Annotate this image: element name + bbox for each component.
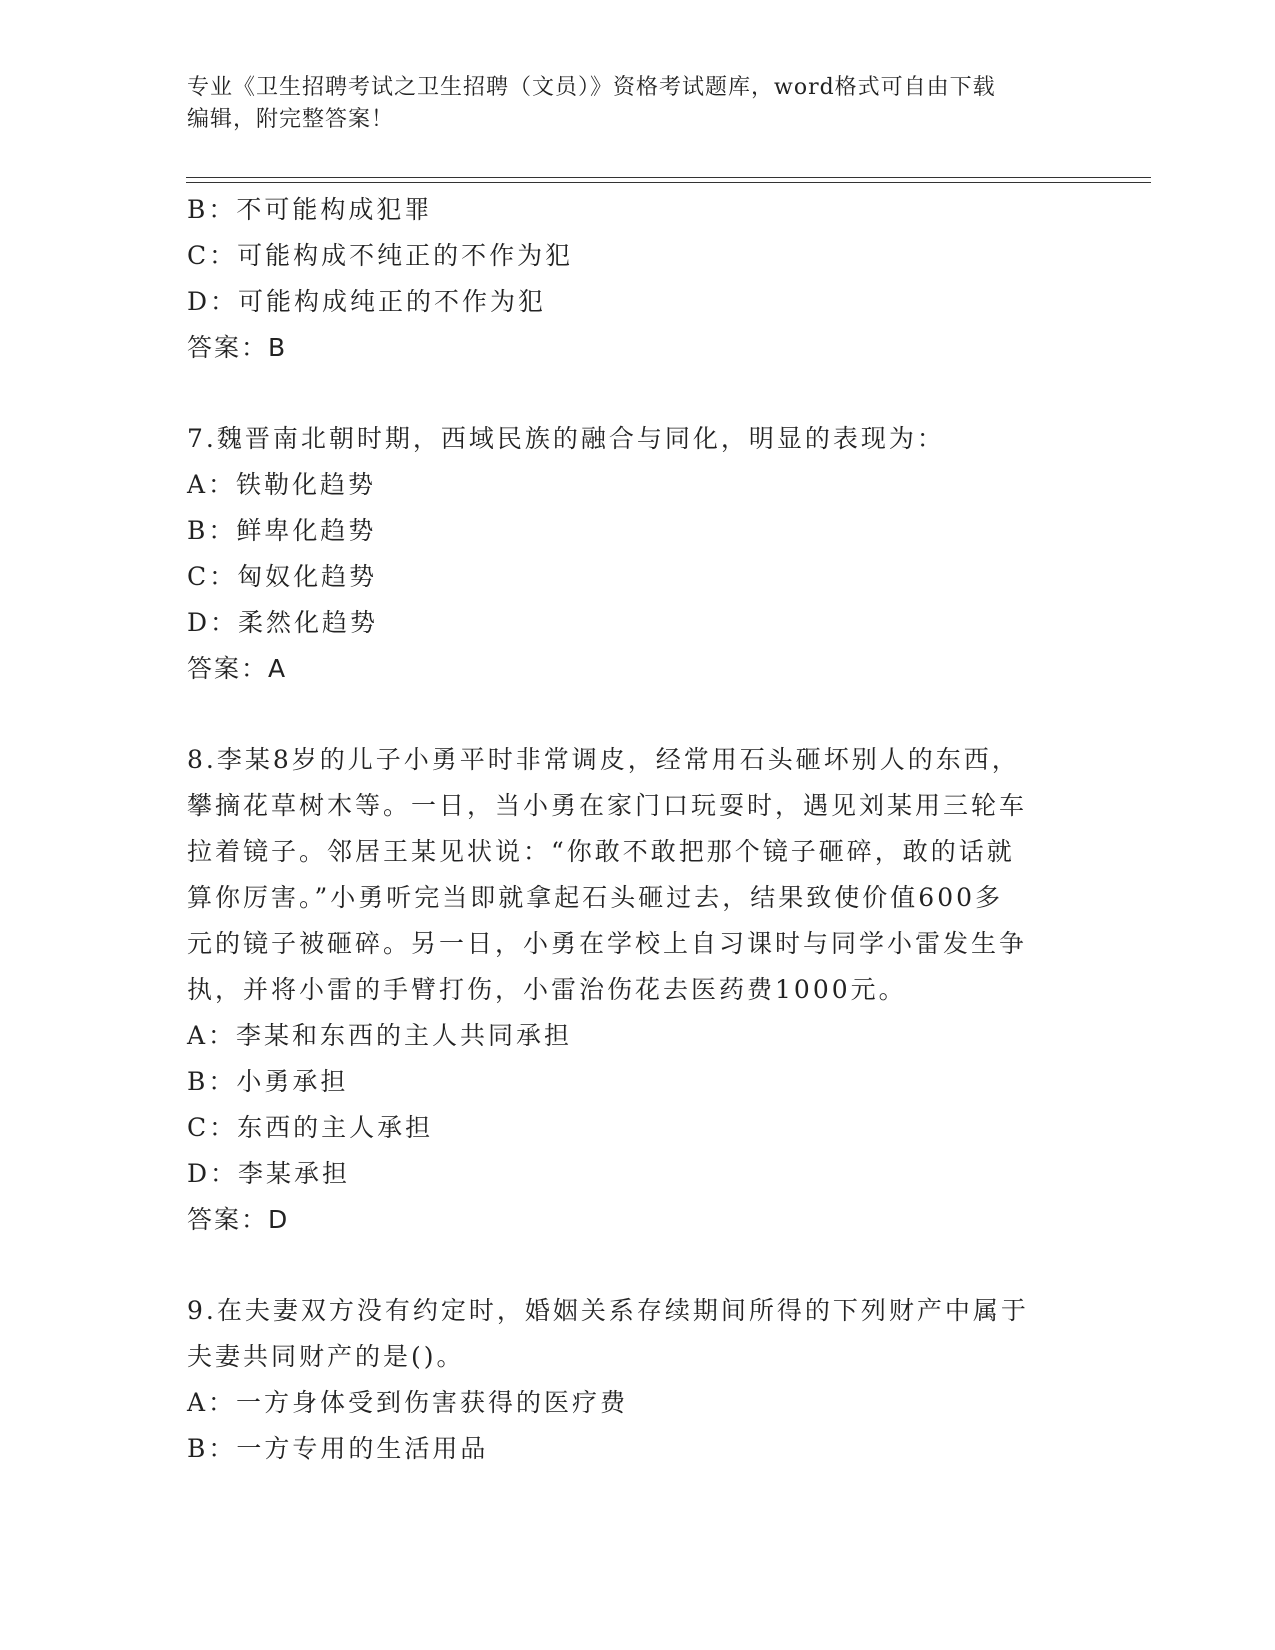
question-content bbox=[187, 187, 1067, 1472]
question-9-block bbox=[187, 1288, 1067, 1472]
question-stem-line: 攀摘花草树木等。一日，当小勇在家门口玩耍时，遇见刘某用三轮车 bbox=[187, 791, 1028, 820]
header-divider-bottom bbox=[186, 182, 1151, 183]
option-b: B：鲜卑化趋势 bbox=[187, 516, 377, 545]
question-stem-line: 夫妻共同财产的是()。 bbox=[187, 1342, 465, 1371]
option-c: C：东西的主人承担 bbox=[187, 1113, 434, 1142]
spacer bbox=[187, 692, 1067, 737]
option-b: B：小勇承担 bbox=[187, 1067, 349, 1096]
question-stem-line: 9.在夫妻双方没有约定时，婚姻关系存续期间所得的下列财产中属于 bbox=[187, 1296, 1029, 1325]
spacer bbox=[187, 1243, 1067, 1288]
question-stem-line: 元的镜子被砸碎。另一日，小勇在学校上自习课时与同学小雷发生争 bbox=[187, 929, 1028, 958]
option-b: B：不可能构成犯罪 bbox=[187, 195, 433, 224]
option-c: C：匈奴化趋势 bbox=[187, 562, 378, 591]
option-b: B：一方专用的生活用品 bbox=[187, 1434, 489, 1463]
option-c: C：可能构成不纯正的不作为犯 bbox=[187, 241, 574, 270]
question-stem-line: 算你厉害。”小勇听完当即就拿起石头砸过去，结果致使价值600多 bbox=[187, 883, 1004, 912]
option-d: D：柔然化趋势 bbox=[187, 608, 379, 637]
option-d: D：可能构成纯正的不作为犯 bbox=[187, 287, 547, 316]
question-stem-line: 8.李某8岁的儿子小勇平时非常调皮，经常用石头砸坏别人的东西， bbox=[187, 745, 1020, 774]
question-stem-line: 执，并将小雷的手臂打伤，小雷治伤花去医药费1000元。 bbox=[187, 975, 907, 1004]
question-stem-line: 拉着镜子。邻居王某见状说：“你敢不敢把那个镜子砸碎，敢的话就 bbox=[187, 837, 1015, 866]
option-d: D：李某承担 bbox=[187, 1159, 351, 1188]
header-divider-top bbox=[186, 177, 1151, 178]
answer-line: 答案：B bbox=[187, 333, 288, 362]
spacer bbox=[187, 371, 1067, 416]
question-7-block bbox=[187, 416, 1067, 692]
option-a: A：铁勒化趋势 bbox=[187, 470, 377, 499]
prev-question-block bbox=[187, 187, 1067, 371]
option-a: A：李某和东西的主人共同承担 bbox=[187, 1021, 573, 1050]
header-line-2: 编辑，附完整答案！ bbox=[187, 107, 395, 132]
answer-line: 答案：A bbox=[187, 654, 288, 683]
header-line-1: 专业《卫生招聘考试之卫生招聘（文员）》资格考试题库，word格式可自由下载 bbox=[187, 75, 996, 100]
answer-line: 答案：D bbox=[187, 1205, 290, 1234]
option-a: A：一方身体受到伤害获得的医疗费 bbox=[187, 1388, 629, 1417]
question-8-block bbox=[187, 737, 1067, 1243]
document-header bbox=[187, 72, 1067, 136]
question-stem: 7.魏晋南北朝时期，西域民族的融合与同化，明显的表现为： bbox=[187, 424, 945, 453]
